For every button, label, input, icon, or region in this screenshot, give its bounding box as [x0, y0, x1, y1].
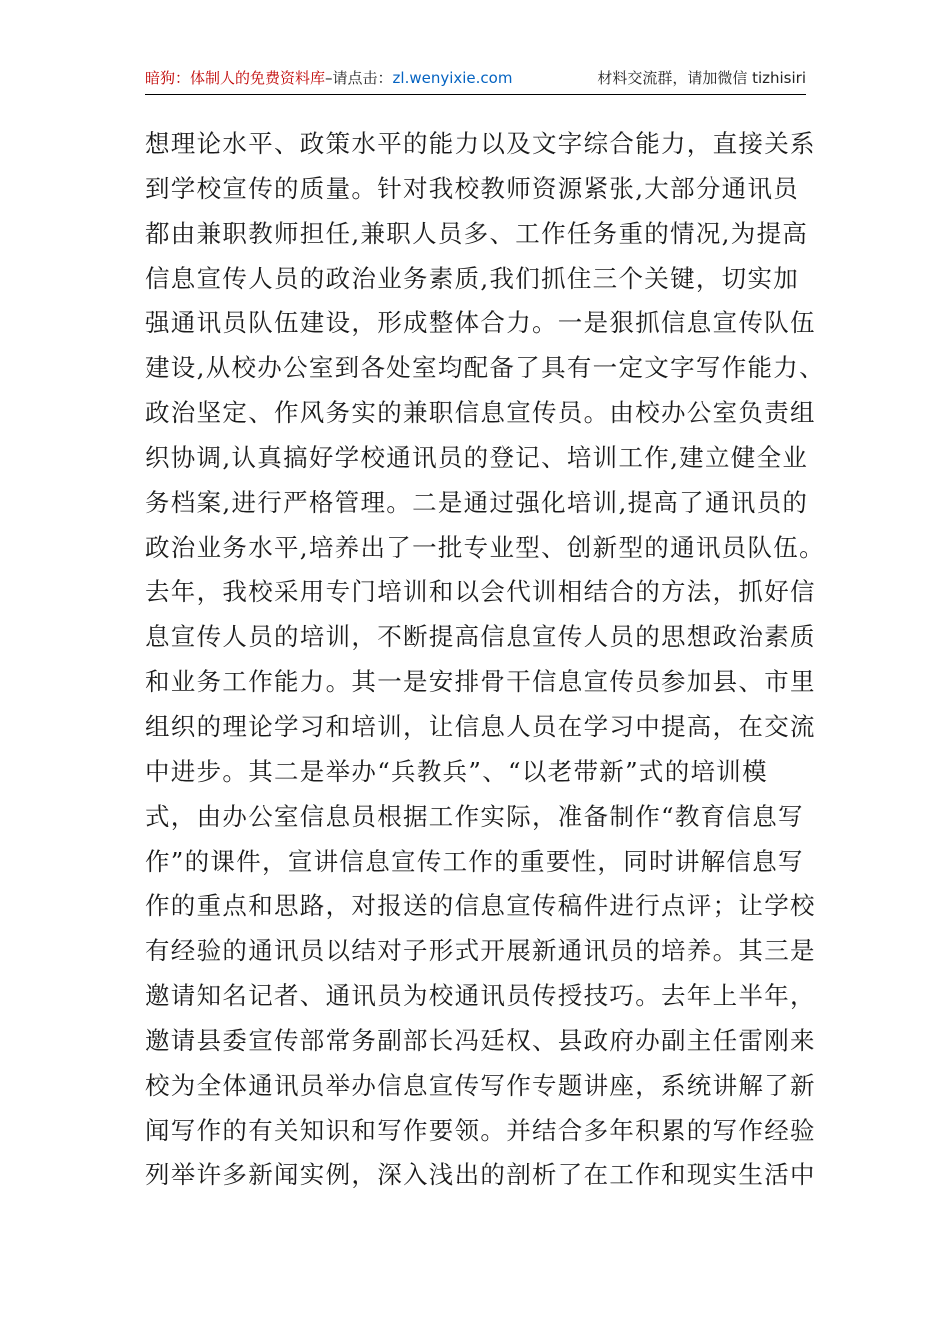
- header-contact: 材料交流群，请加微信 tizhisiri: [597, 69, 806, 87]
- paragraph-line: 务档案,进行严格管理。二是通过强化培训,提高了通讯员的: [145, 487, 809, 517]
- paragraph-line: 建设,从校办公室到各处室均配备了具有一定文字写作能力、: [145, 353, 825, 383]
- paragraph-line: 邀请知名记者、通讯员为校通讯员传授技巧。去年上半年，: [145, 981, 816, 1011]
- paragraph-line: 邀请县委宣传部常务副部长冯廷权、县政府办副主任雷刚来: [145, 1025, 816, 1055]
- header-brand: 暗狗：体制人的免费资料库: [145, 69, 326, 87]
- page-header: [145, 68, 806, 95]
- paragraph-line: 和业务工作能力。其一是安排骨干信息宣传员参加县、市里: [145, 667, 816, 697]
- paragraph-line: 组织的理论学习和培训，让信息人员在学习中提高，在交流: [145, 711, 816, 741]
- paragraph-line: 强通讯员队伍建设，形成整体合力。一是狠抓信息宣传队伍: [145, 308, 816, 338]
- paragraph-line: 都由兼职教师担任,兼职人员多、工作任务重的情况,为提高: [145, 218, 809, 248]
- paragraph-line: 政治坚定、作风务实的兼职信息宣传员。由校办公室负责组: [145, 398, 816, 428]
- paragraph-line: 政治业务水平,培养出了一批专业型、创新型的通讯员队伍。: [145, 532, 825, 562]
- header-link[interactable]: zl.wenyixie.com: [392, 69, 513, 87]
- paragraph-line: 作的重点和思路，对报送的信息宣传稿件进行点评；让学校: [145, 891, 816, 921]
- paragraph-line: 有经验的通讯员以结对子形式开展新通讯员的培养。其三是: [145, 936, 816, 966]
- document-body: [145, 122, 825, 1198]
- paragraph-line: 息宣传人员的培训，不断提高信息宣传人员的思想政治素质: [145, 622, 816, 652]
- paragraph-line: 作”的课件，宣讲信息宣传工作的重要性，同时讲解信息写: [145, 846, 804, 876]
- paragraph-line: 想理论水平、政策水平的能力以及文字综合能力，直接关系: [145, 129, 816, 158]
- paragraph-line: 信息宣传人员的政治业务素质,我们抓住三个关键，切实加: [145, 263, 800, 293]
- paragraph-line: 到学校宣传的质量。针对我校教师资源紧张,大部分通讯员: [145, 173, 800, 203]
- header-link-prefix: –请点击：: [325, 69, 393, 87]
- paragraph-line: 闻写作的有关知识和写作要领。并结合多年积累的写作经验: [145, 1115, 816, 1145]
- paragraph-line: 式，由办公室信息员根据工作实际，准备制作“教育信息写: [145, 801, 804, 831]
- paragraph-line: 列举许多新闻实例，深入浅出的剖析了在工作和现实生活中: [145, 1160, 816, 1190]
- paragraph-line: 去年，我校采用专门培训和以会代训相结合的方法，抓好信: [145, 577, 816, 607]
- paragraph-line: 织协调,认真搞好学校通讯员的登记、培训工作,建立健全业: [145, 442, 809, 472]
- paragraph-line: 校为全体通讯员举办信息宣传写作专题讲座，系统讲解了新: [145, 1070, 816, 1100]
- paragraph-line: 中进步。其二是举办“兵教兵”、“以老带新”式的培训模: [145, 756, 768, 786]
